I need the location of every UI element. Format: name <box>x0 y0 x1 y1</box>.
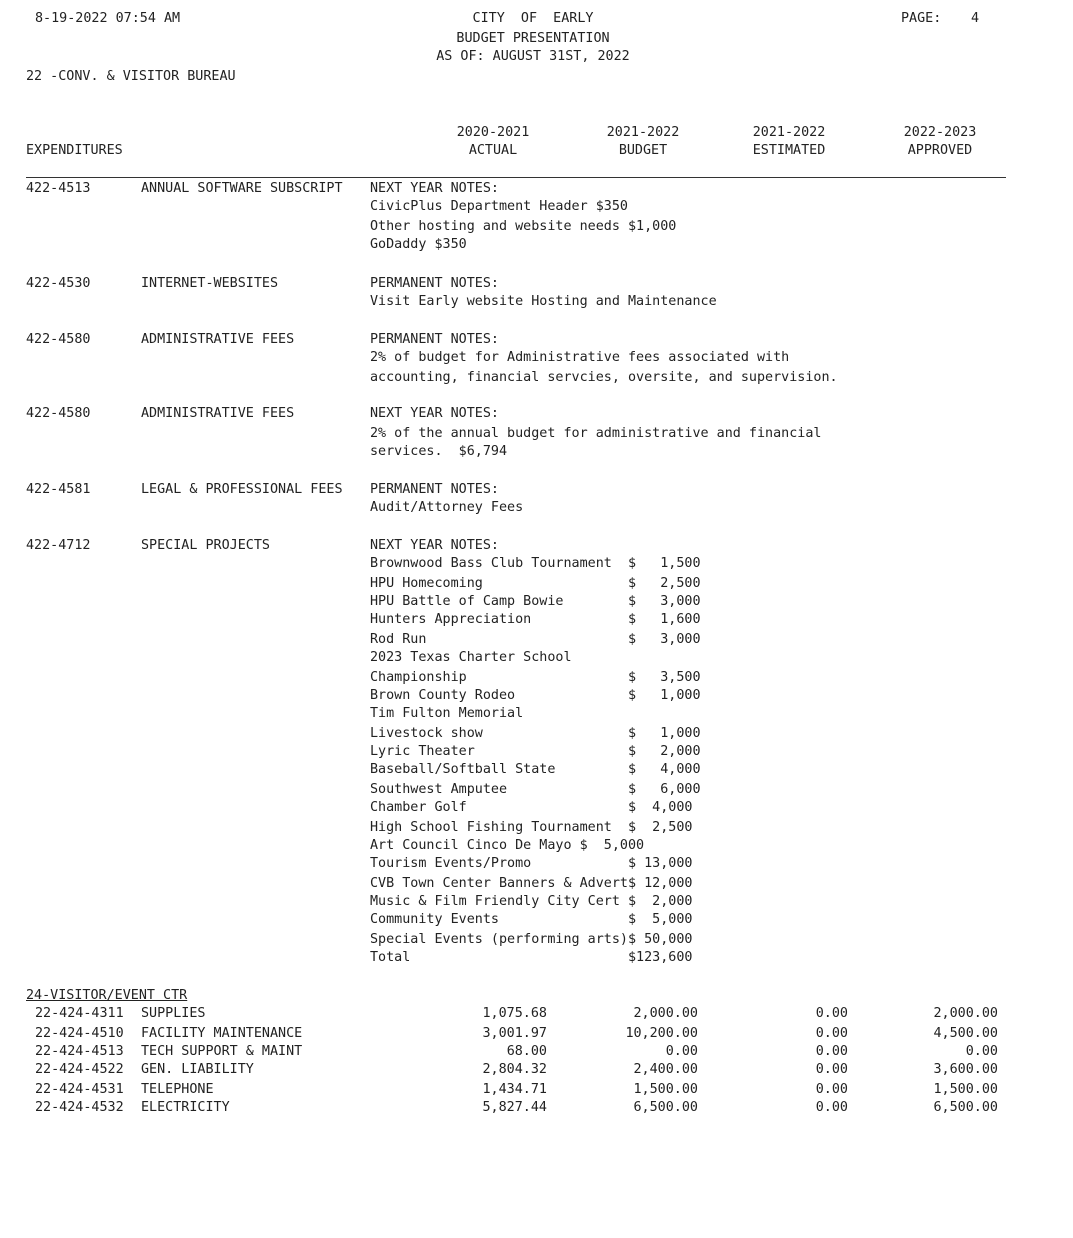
row-estimated: 0.00 <box>815 1026 848 1041</box>
row-approved: 6,500.00 <box>933 1100 998 1115</box>
note-line: accounting, financial servcies, oversite, and supervision. <box>370 370 838 385</box>
row-actual: 3,001.97 <box>482 1026 547 1041</box>
col-estimated-label: ESTIMATED <box>752 143 826 158</box>
row-estimated: 0.00 <box>815 1062 848 1077</box>
row-account: 22-424-4311 <box>35 1006 124 1021</box>
note-line: Chamber Golf $ 4,000 <box>370 800 693 815</box>
note-line: NEXT YEAR NOTES: <box>370 406 499 421</box>
note-account: 422-4712 <box>26 538 91 553</box>
note-account-name: INTERNET-WEBSITES <box>141 276 279 291</box>
section-title: 24-VISITOR/EVENT CTR <box>26 988 188 1003</box>
row-estimated: 0.00 <box>815 1082 848 1097</box>
note-line: Tim Fulton Memorial <box>370 706 524 721</box>
note-line: 2023 Texas Charter School <box>370 650 572 665</box>
note-line: Brownwood Bass Club Tournament $ 1,500 <box>370 556 701 571</box>
row-approved: 0.00 <box>965 1044 998 1059</box>
row-approved: 2,000.00 <box>933 1006 998 1021</box>
note-line: HPU Battle of Camp Bowie $ 3,000 <box>370 594 701 609</box>
row-account: 22-424-4522 <box>35 1062 124 1077</box>
note-account: 422-4513 <box>26 181 91 196</box>
note-line: NEXT YEAR NOTES: <box>370 538 499 553</box>
row-budget: 2,000.00 <box>633 1006 698 1021</box>
row-approved: 3,600.00 <box>933 1062 998 1077</box>
row-budget: 2,400.00 <box>633 1062 698 1077</box>
note-line: NEXT YEAR NOTES: <box>370 181 499 196</box>
note-account-name: SPECIAL PROJECTS <box>141 538 270 553</box>
note-line: Art Council Cinco De Mayo $ 5,000 <box>370 838 645 853</box>
note-line: Visit Early website Hosting and Maintenance <box>370 294 717 309</box>
expenditures-label: EXPENDITURES <box>26 143 123 158</box>
col-budget-year: 2021-2022 <box>606 125 680 140</box>
col-approved-label: APPROVED <box>907 143 973 158</box>
note-line: PERMANENT NOTES: <box>370 332 499 347</box>
row-name: TELEPHONE <box>141 1082 214 1097</box>
note-line: PERMANENT NOTES: <box>370 482 499 497</box>
page-number: 4 <box>971 11 980 26</box>
page-label: PAGE: <box>901 11 942 26</box>
note-line: Livestock show $ 1,000 <box>370 726 701 741</box>
row-account: 22-424-4531 <box>35 1082 124 1097</box>
note-line: Total $123,600 <box>370 950 693 965</box>
col-approved-year: 2022-2023 <box>903 125 977 140</box>
note-line: Special Events (performing arts)$ 50,000 <box>370 932 693 947</box>
row-account: 22-424-4532 <box>35 1100 124 1115</box>
note-account: 422-4581 <box>26 482 91 497</box>
note-account-name: LEGAL & PROFESSIONAL FEES <box>141 482 343 497</box>
row-estimated: 0.00 <box>815 1006 848 1021</box>
col-budget-label: BUDGET <box>618 143 668 158</box>
note-account-name: ANNUAL SOFTWARE SUBSCRIPT <box>141 181 343 196</box>
note-line: Southwest Amputee $ 6,000 <box>370 782 701 797</box>
row-name: FACILITY MAINTENANCE <box>141 1026 303 1041</box>
row-actual: 1,434.71 <box>482 1082 547 1097</box>
report-as-of: AS OF: AUGUST 31ST, 2022 <box>436 49 630 64</box>
row-account: 22-424-4513 <box>35 1044 124 1059</box>
note-line: Lyric Theater $ 2,000 <box>370 744 701 759</box>
note-line: Rod Run $ 3,000 <box>370 632 701 647</box>
row-budget: 0.00 <box>665 1044 698 1059</box>
report-title: BUDGET PRESENTATION <box>456 31 610 46</box>
row-actual: 5,827.44 <box>482 1100 547 1115</box>
note-line: HPU Homecoming $ 2,500 <box>370 576 701 591</box>
row-name: TECH SUPPORT & MAINT <box>141 1044 303 1059</box>
note-line: CVB Town Center Banners & Advert$ 12,000 <box>370 876 693 891</box>
note-line: High School Fishing Tournament $ 2,500 <box>370 820 693 835</box>
col-actual-label: ACTUAL <box>468 143 518 158</box>
row-name: GEN. LIABILITY <box>141 1062 254 1077</box>
note-account: 422-4580 <box>26 406 91 421</box>
report-datetime: 8-19-2022 07:54 AM <box>35 11 181 26</box>
row-approved: 1,500.00 <box>933 1082 998 1097</box>
note-line: services. $6,794 <box>370 444 508 459</box>
note-account: 422-4580 <box>26 332 91 347</box>
col-estimated-year: 2021-2022 <box>752 125 826 140</box>
note-line: CivicPlus Department Header $350 <box>370 199 628 214</box>
note-line: Baseball/Softball State $ 4,000 <box>370 762 701 777</box>
note-line: PERMANENT NOTES: <box>370 276 499 291</box>
department-title: 22 -CONV. & VISITOR BUREAU <box>26 69 236 84</box>
row-budget: 10,200.00 <box>625 1026 698 1041</box>
note-account-name: ADMINISTRATIVE FEES <box>141 332 295 347</box>
row-estimated: 0.00 <box>815 1044 848 1059</box>
note-line: Brown County Rodeo $ 1,000 <box>370 688 701 703</box>
note-account-name: ADMINISTRATIVE FEES <box>141 406 295 421</box>
row-actual: 68.00 <box>506 1044 547 1059</box>
note-line: Music & Film Friendly City Cert $ 2,000 <box>370 894 693 909</box>
note-line: 2% of the annual budget for administrative and financial <box>370 426 822 441</box>
row-actual: 2,804.32 <box>482 1062 547 1077</box>
row-budget: 6,500.00 <box>633 1100 698 1115</box>
note-line: Hunters Appreciation $ 1,600 <box>370 612 701 627</box>
note-account: 422-4530 <box>26 276 91 291</box>
note-line: GoDaddy $350 <box>370 237 467 252</box>
row-name: ELECTRICITY <box>141 1100 230 1115</box>
note-line: 2% of budget for Administrative fees associated with <box>370 350 790 365</box>
note-line: Community Events $ 5,000 <box>370 912 693 927</box>
row-budget: 1,500.00 <box>633 1082 698 1097</box>
city-name: CITY OF EARLY <box>472 11 594 26</box>
row-estimated: 0.00 <box>815 1100 848 1115</box>
note-line: Tourism Events/Promo $ 13,000 <box>370 856 693 871</box>
note-line: Audit/Attorney Fees <box>370 500 524 515</box>
col-actual-year: 2020-2021 <box>456 125 530 140</box>
row-actual: 1,075.68 <box>482 1006 547 1021</box>
row-name: SUPPLIES <box>141 1006 206 1021</box>
row-account: 22-424-4510 <box>35 1026 124 1041</box>
note-line: Other hosting and website needs $1,000 <box>370 219 677 234</box>
row-approved: 4,500.00 <box>933 1026 998 1041</box>
note-line: Championship $ 3,500 <box>370 670 701 685</box>
header-divider <box>26 177 1006 178</box>
